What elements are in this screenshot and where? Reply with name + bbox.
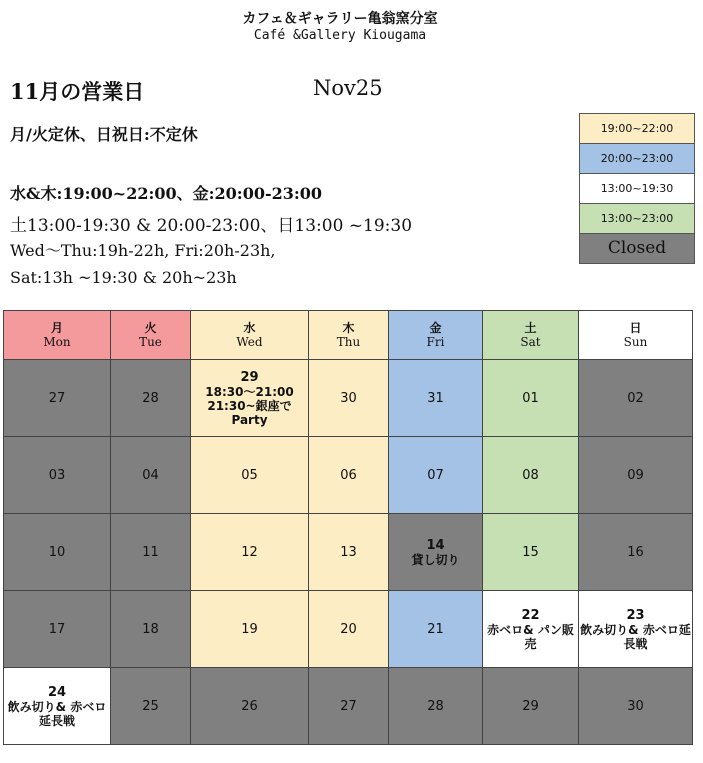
shop-header xyxy=(0,10,680,44)
calendar-day-cell xyxy=(191,668,309,745)
calendar-day-cell xyxy=(389,514,483,591)
calendar-week xyxy=(4,591,693,668)
day-number: 13 xyxy=(340,544,357,560)
calendar-day-cell xyxy=(111,437,191,514)
day-number: 21 xyxy=(427,621,444,637)
day-number: 23 xyxy=(626,607,645,623)
calendar-week xyxy=(4,437,693,514)
weekday-en: Tue xyxy=(139,335,162,349)
hours-line-4: Sat:13h ~19:30 & 20h~23h xyxy=(10,268,237,287)
calendar-day-cell xyxy=(111,360,191,437)
weekday-header xyxy=(309,311,389,360)
calendar-day-cell xyxy=(309,514,389,591)
calendar-day-cell xyxy=(111,668,191,745)
weekday-jp: 水 xyxy=(243,321,256,335)
calendar-day-cell xyxy=(309,437,389,514)
calendar-day-cell xyxy=(579,514,693,591)
calendar-day-cell xyxy=(389,437,483,514)
calendar-day-cell xyxy=(111,514,191,591)
calendar-day-cell xyxy=(389,591,483,668)
month-title: 11月の営業日 xyxy=(10,79,145,104)
day-number: 20 xyxy=(340,621,357,637)
day-number: 30 xyxy=(340,390,357,406)
day-number: 24 xyxy=(47,684,67,700)
day-number: 17 xyxy=(48,621,66,637)
day-number: 02 xyxy=(627,390,644,406)
weekday-header xyxy=(579,311,693,360)
weekday-en: Mon xyxy=(43,335,71,349)
day-number: 11 xyxy=(142,544,159,560)
day-number: 18 xyxy=(142,621,159,637)
day-number: 04 xyxy=(142,467,159,483)
shop-name-en: Café &Gallery Kiougama xyxy=(253,28,427,43)
day-note: 飲み切り& 赤ベロ延長戦 xyxy=(7,699,107,728)
calendar-day-cell xyxy=(191,437,309,514)
calendar-day-cell xyxy=(191,360,309,437)
day-number: 09 xyxy=(627,467,644,483)
day-number: 08 xyxy=(522,467,539,483)
calendar-day-cell xyxy=(4,591,111,668)
day-number: 26 xyxy=(241,698,258,714)
day-number: 15 xyxy=(522,544,539,560)
legend-item: 13:00~23:00 xyxy=(580,204,694,234)
calendar-day-cell xyxy=(4,514,111,591)
closed-days-text: 月/火定休、日祝日:不定休 xyxy=(10,125,198,144)
weekday-header xyxy=(4,311,111,360)
legend xyxy=(579,113,695,264)
calendar-day-cell xyxy=(4,668,111,745)
calendar-day-cell xyxy=(191,591,309,668)
weekday-jp: 土 xyxy=(524,321,537,335)
calendar-day-cell xyxy=(389,668,483,745)
hours-line-1: 水&木:19:00~22:00、金:20:00-23:00 xyxy=(10,184,323,203)
calendar-day-cell xyxy=(579,668,693,745)
day-number: 29 xyxy=(240,369,259,385)
day-number: 10 xyxy=(48,544,66,560)
day-number: 28 xyxy=(427,698,444,714)
calendar-day-cell xyxy=(579,360,693,437)
weekday-jp: 木 xyxy=(342,321,355,335)
hours-line-2: 土13:00-19:30 & 20:00-23:00、日13:00 ~19:30 xyxy=(10,216,413,236)
day-note: 18:30〜21:00 21:30~銀座で Party xyxy=(205,384,294,427)
calendar-day-cell xyxy=(483,360,579,437)
calendar-day-cell xyxy=(111,591,191,668)
calendar-day-cell xyxy=(309,360,389,437)
day-number: 05 xyxy=(241,467,258,483)
calendar-week xyxy=(4,360,693,437)
calendar-day-cell xyxy=(483,668,579,745)
day-note: 貸し切り xyxy=(411,552,460,567)
day-note: 赤ベロ& パン販売 xyxy=(487,622,574,651)
hours-line-3: Wed〜Thu:19h-22h, Fri:20h-23h, xyxy=(10,241,276,260)
day-number: 12 xyxy=(241,544,258,560)
day-number: 30 xyxy=(627,698,644,714)
day-number: 01 xyxy=(522,390,539,406)
shop-name-jp: カフェ＆ギャラリー亀翁窯分室 xyxy=(242,11,438,27)
day-number: 06 xyxy=(340,467,357,483)
calendar-week xyxy=(4,668,693,745)
calendar-day-cell xyxy=(579,437,693,514)
calendar-day-cell xyxy=(4,437,111,514)
weekday-header xyxy=(191,311,309,360)
calendar-day-cell xyxy=(389,360,483,437)
day-number: 29 xyxy=(522,698,539,714)
day-number: 31 xyxy=(427,390,444,406)
day-number: 03 xyxy=(48,467,66,483)
calendar-day-cell xyxy=(309,591,389,668)
day-note: 飲み切り& 赤ベロ延長戦 xyxy=(580,622,691,651)
calendar-day-cell xyxy=(191,514,309,591)
day-number: 19 xyxy=(241,621,258,637)
weekday-header xyxy=(483,311,579,360)
weekday-header xyxy=(389,311,483,360)
day-number: 16 xyxy=(627,544,644,560)
weekday-en: Sun xyxy=(623,335,648,349)
day-number: 28 xyxy=(142,390,159,406)
day-number: 27 xyxy=(48,390,66,406)
weekday-jp: 金 xyxy=(429,321,442,335)
weekday-jp: 日 xyxy=(629,321,642,335)
calendar-day-cell xyxy=(483,591,579,668)
day-number: 14 xyxy=(426,537,445,553)
weekday-en: Fri xyxy=(426,335,445,349)
calendar-day-cell xyxy=(579,591,693,668)
weekday-header xyxy=(111,311,191,360)
day-number: 27 xyxy=(340,698,357,714)
weekday-en: Wed xyxy=(236,335,263,349)
day-number: 07 xyxy=(427,467,444,483)
legend-item: 19:00~22:00 xyxy=(580,114,694,144)
weekday-en: Sat xyxy=(520,335,541,349)
day-number: 25 xyxy=(142,698,159,714)
calendar-day-cell xyxy=(4,360,111,437)
legend-item: 13:00~19:30 xyxy=(580,174,694,204)
calendar-day-cell xyxy=(309,668,389,745)
weekday-jp: 火 xyxy=(144,321,157,335)
day-number: 22 xyxy=(521,607,540,623)
legend-item: 20:00~23:00 xyxy=(580,144,694,174)
weekday-jp: 月 xyxy=(50,321,63,335)
calendar-day-cell xyxy=(483,514,579,591)
legend-item: Closed xyxy=(580,234,694,263)
weekday-en: Thu xyxy=(336,335,361,349)
calendar-week xyxy=(4,514,693,591)
calendar-day-cell xyxy=(483,437,579,514)
month-code: Nov25 xyxy=(313,76,383,100)
calendar-table xyxy=(3,310,693,745)
